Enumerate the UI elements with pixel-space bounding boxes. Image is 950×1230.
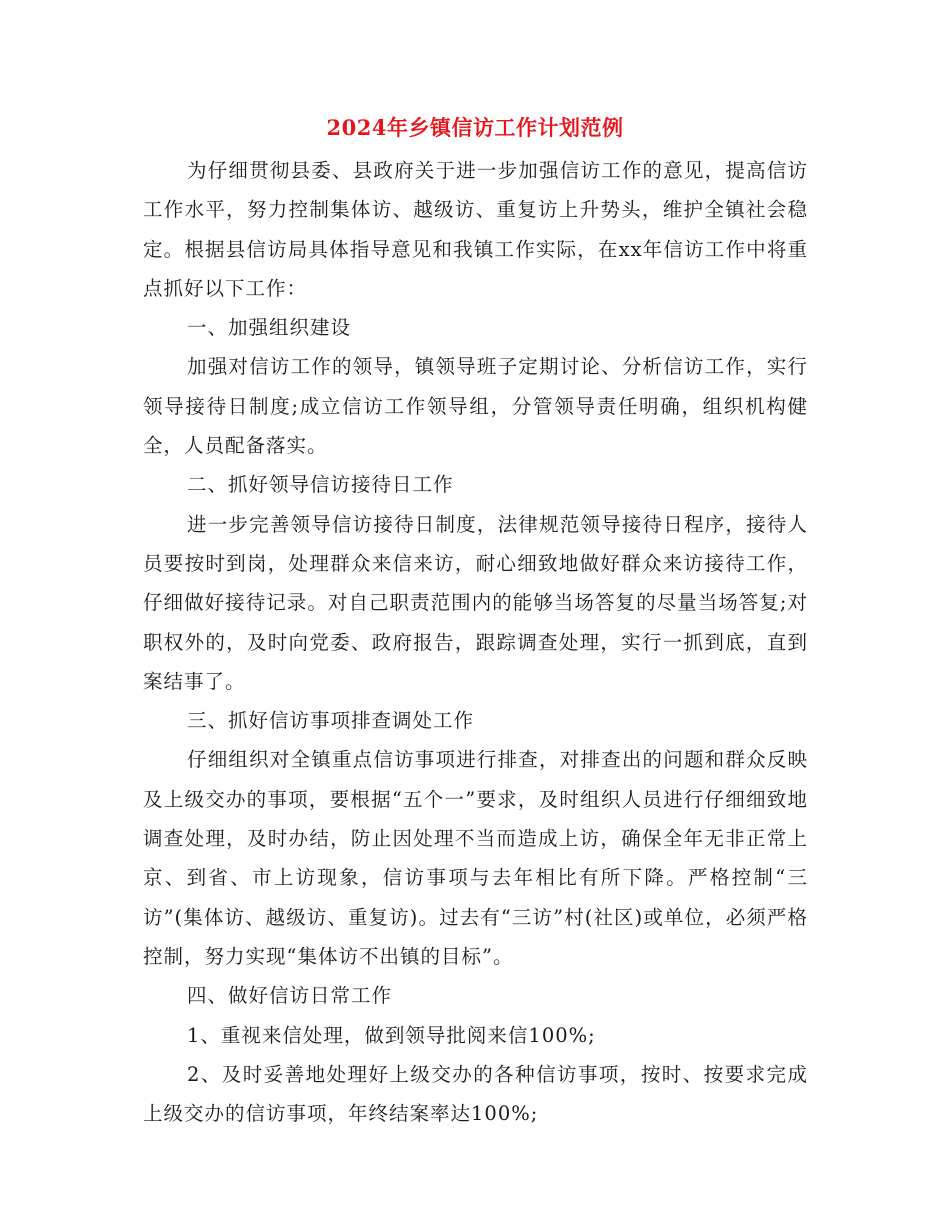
section-paragraph-1: 加强对信访工作的领导，镇领导班子定期讨论、分析信访工作，实行领导接待日制度;成立信访工作领导组，分管领导责任明确，组织机构健全，人员配备落实。: [143, 355, 808, 458]
section-heading-4: 四、做好信访日常工作: [187, 984, 393, 1008]
section-heading-1: 一、加强组织建设: [187, 316, 352, 340]
intro-paragraph: 为仔细贯彻县委、县政府关于进一步加强信访工作的意见，提高信访工作水平，努力控制集体访、越级访、重复访上升势头，维护全镇社会稳定。根据县信访局具体指导意见和我镇工作实际，在xx年信访工作中将重点抓好以下工作：: [143, 159, 808, 300]
list-item-2: 2、及时妥善地处理好上级交办的各种信访事项，按时、按要求完成上级交办的信访事项，年终结案率达100%;: [143, 1062, 808, 1126]
document-body: [143, 151, 808, 1133]
section-heading-3: 三、抓好信访事项排查调处工作: [187, 709, 475, 733]
section-paragraph-3: 仔细组织对全镇重点信访事项进行排查，对排查出的问题和群众反映及上级交办的事项，要根据“五个一”要求，及时组织人员进行仔细细致地调查处理，及时办结，防止因处理不当而造成上访，确保全年无非正常上京、到省、市上访现象，信访事项与去年相比有所下降。严格控制“三访”(集体访、越级访、重复访)。过去有“三访”村(社区)或单位，必须严格控制，努力实现“集体访不出镇的目标”。: [143, 748, 808, 968]
list-item-1: 1、重视来信处理，做到领导批阅来信100%;: [187, 1023, 596, 1047]
section-paragraph-2: 进一步完善领导信访接待日制度，法律规范领导接待日程序，接待人员要按时到岗，处理群众来信来访，耐心细致地做好群众来访接待工作，仔细做好接待记录。对自己职责范围内的能够当场答复的尽量当场答复;对职权外的，及时向党委、政府报告，跟踪调查处理，实行一抓到底，直到案结事了。: [143, 512, 808, 693]
section-heading-2: 二、抓好领导信访接待日工作: [187, 473, 454, 497]
document-title: 2024年乡镇信访工作计划范例: [326, 115, 624, 140]
